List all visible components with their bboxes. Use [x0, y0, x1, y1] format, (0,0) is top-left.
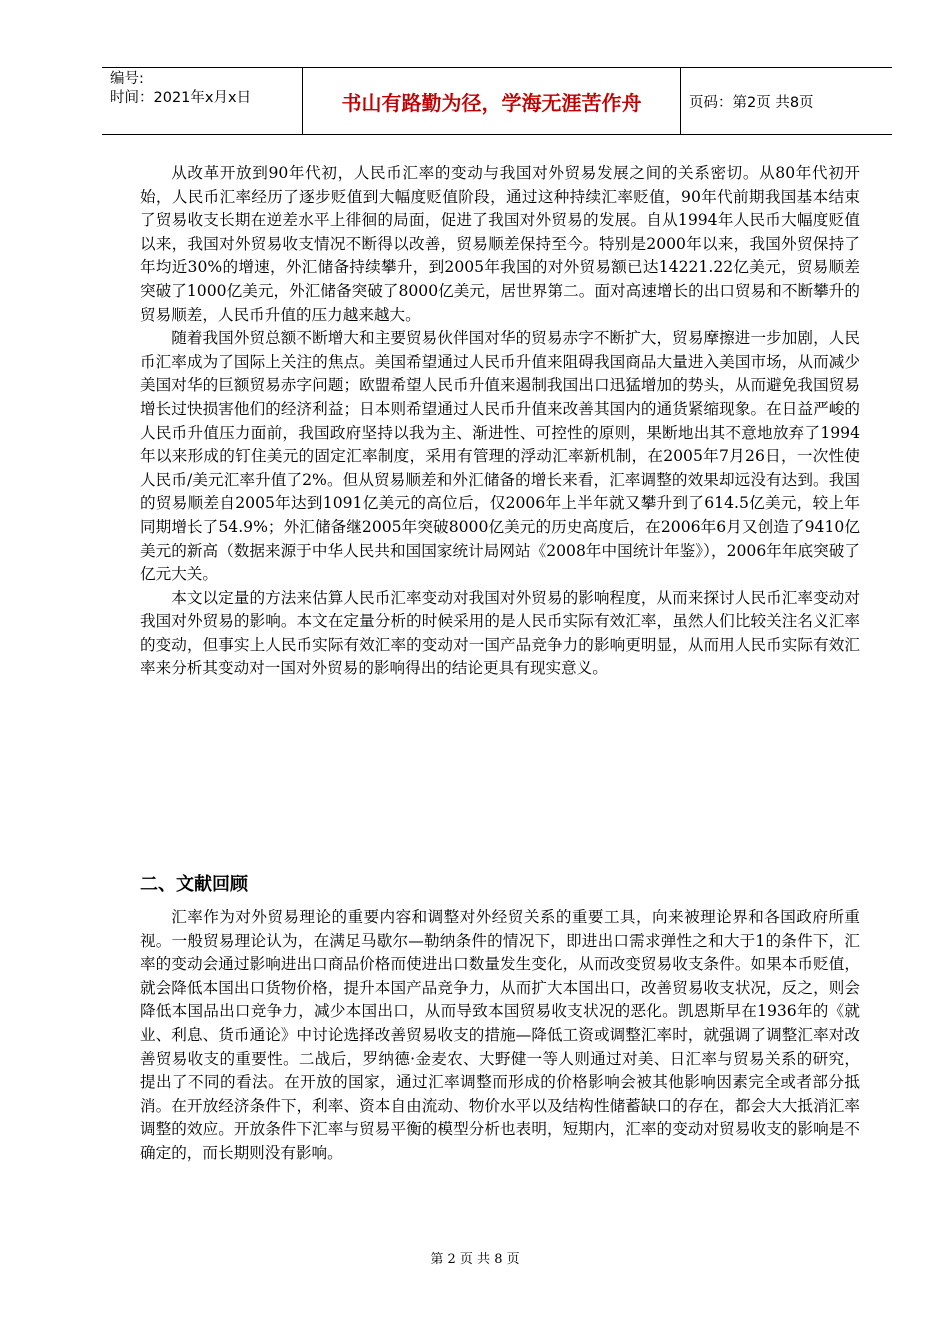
- page-header: [102, 67, 892, 135]
- paragraph-2: 随着我国外贸总额不断增大和主要贸易伙伴国对华的贸易赤字不断扩大，贸易摩擦进一步加剧，人民币汇率成为了国际上关注的焦点。美国希望通过人民币升值来阻碍我国商品大量进入美国市场，从而减少美国对华的巨额贸易赤字问题；欧盟希望人民币升值来遏制我国出口迅猛增加的势头，从而避免我国贸易增长过快损害他们的经济利益；日本则希望通过人民币升值来改善其国内的通货紧缩现象。在日益严峻的人民币升值压力面前，我国政府坚持以我为主、渐进性、可控性的原则，果断地出其不意地放弃了1994 年以来形成的钉住美元的固定汇率制度，采用有管理的浮动汇率新机制，在2005年7月26日，一次性使人民币/美元汇率升值了2%。但从贸易顺差和外汇储备的增长来看，汇率调整的效果却远没有达到。我国的贸易顺差自2005年达到1091亿美元的高位后，仅2006年上半年就又攀升到了614.5亿美元，较上年同期增长了54.9%；外汇储备继2005年突破8000亿美元的历史高度后，在2006年6月又创造了9410亿美元的新高（数据来源于中华人民共和国国家统计局网站《2008年中国统计年鉴》），2006年年底突破了亿元大关。: [140, 329, 860, 584]
- header-meta: [102, 68, 303, 134]
- header-page-label: 页码：第2页 共8页: [689, 94, 814, 111]
- paragraph-1: 从改革开放到90年代初，人民币汇率的变动与我国对外贸易发展之间的关系密切。从80年代初开始，人民币汇率经历了逐步贬值到大幅度贬值阶段，通过这种持续汇率贬值，90年代前期我国基本结束了贸易收支长期在逆差水平上徘徊的局面，促进了我国对外贸易的发展。自从1994年人民币大幅度贬值以来，我国对外贸易收支情况不断得以改善，贸易顺差保持至今。特别是2000年以来，我国外贸保持了年均近30%的增速，外汇储备持续攀升，到2005年我国的对外贸易额已达14221.22亿美元，贸易顺差突破了1000亿美元，外汇储备突破了8000亿美元，居世界第二。面对高速增长的出口贸易和不断攀升的贸易顺差，人民币升值的压力越来越大。: [140, 164, 860, 324]
- header-motto: 书山有路勤为径，学海无涯苦作舟: [303, 68, 681, 134]
- page-footer: 第 2 页 共 8 页: [430, 1252, 520, 1267]
- time-label: 时间：2021年x月x日: [110, 90, 252, 106]
- number-label: 编号:: [110, 71, 144, 87]
- section-body: [140, 906, 860, 1166]
- section-paragraph: 汇率作为对外贸易理论的重要内容和调整对外经贸关系的重要工具，向来被理论界和各国政府所重视。一般贸易理论认为，在满足马歇尔—勒纳条件的情况下，即进出口需求弹性之和大于1的条件下，汇率的变动会通过影响进出口商品价格而使进出口数量发生变化，从而改变贸易收支条件。如果本币贬值，就会降低本国出口货物价格，提升本国产品竞争力，从而扩大本国出口，改善贸易收支状况，反之，则会降低本国品出口竞争力，减少本国出口，从而导致本国贸易收支状况的恶化。凯恩斯早在1936年的《就业、利息、货币通论》中讨论选择改善贸易收支的措施—降低工资或调整汇率时，就强调了调整汇率对改善贸易收支的重要性。二战后，罗纳德·金麦农、大野健一等人则通过对美、日汇率与贸易关系的研究，提出了不同的看法。在开放的国家，通过汇率调整而形成的价格影响会被其他影响因素完全或者部分抵消。在开放经济条件下，利率、资本自由流动、物价水平以及结构性储蓄缺口的存在，都会大大抵消汇率调整的效应。开放条件下汇率与贸易平衡的模型分析也表明，短期内，汇率的变动对贸易收支的影响是不确定的，而长期则没有影响。: [140, 908, 860, 1162]
- paragraph-3: 本文以定量的方法来估算人民币汇率变动对我国对外贸易的影响程度，从而来探讨人民币汇率变动对我国对外贸易的影响。本文在定量分析的时候采用的是人民币实际有效汇率，虽然人们比较关注名义汇率的变动，但事实上人民币实际有效汇率的变动对一国产品竞争力的影响更明显，从而用人民币实际有效汇率来分析其变动对一国对外贸易的影响得出的结论更具有现实意义。: [140, 588, 860, 678]
- body-text: [140, 162, 860, 681]
- section-title: 二、文献回顾: [140, 874, 248, 895]
